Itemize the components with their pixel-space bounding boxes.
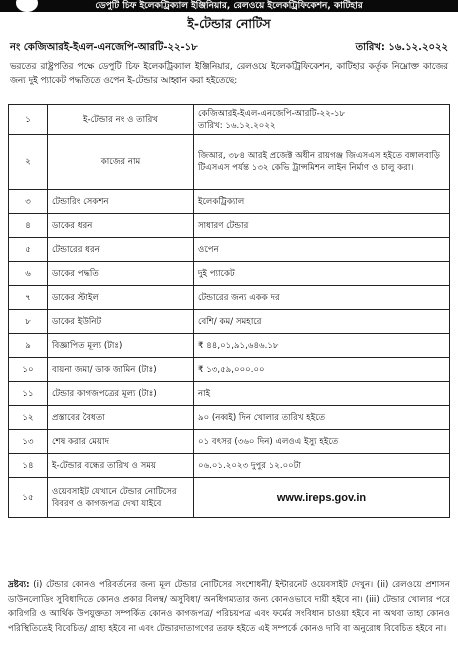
row-number: ১১ xyxy=(9,382,48,406)
row-number: ১৪ xyxy=(9,454,48,478)
table-row xyxy=(9,105,450,135)
note-label: দ্রষ্টব্য: xyxy=(8,580,30,590)
table-row xyxy=(9,406,450,430)
row-value: কেজিআরই-ইএল-এনজেপি-আরটি-২২-১৮ তারিখ: ১৬.১২.২০২২ xyxy=(194,105,450,135)
table-row xyxy=(9,214,450,238)
table-row xyxy=(9,430,450,454)
row-number: ১০ xyxy=(9,358,48,382)
row-label: টেন্ডার কাগজপত্রের মূল্য (টাঃ) xyxy=(48,382,194,406)
row-label: টেন্ডারের ধরন xyxy=(48,238,194,262)
row-label: ই-টেন্ডার নং ও তারিখ xyxy=(48,105,194,135)
row-number: ৫ xyxy=(9,238,48,262)
row-number: ৩ xyxy=(9,190,48,214)
row-number: ২ xyxy=(9,135,48,190)
row-label: প্রস্তাবের বৈধতা xyxy=(48,406,194,430)
row-number: ৬ xyxy=(9,262,48,286)
row-value: সাধারণ টেন্ডার xyxy=(194,214,450,238)
row-label: ডাকের ধরন xyxy=(48,214,194,238)
table-row xyxy=(9,135,450,190)
row-value: ₹ ১৩,৫৯,০০০.০০ xyxy=(194,358,450,382)
railway-logo-icon xyxy=(14,0,40,12)
row-label: শেষ করার মেয়াদ xyxy=(48,430,194,454)
table-row xyxy=(9,190,450,214)
row-label: কাজের নাম xyxy=(48,135,194,190)
note-text: (i) টেন্ডার কোনও পরিবর্তনের জন্য মূল টেন্ডার নোটিসের সংশোধনী/ ইন্টারনেট ওয়েবসাইট দেখুন। (ii) রেলওয়ে প্রশাসন ডাউনলোডিং সুবিধাদিতে কোনও প্রকার বিলম্ব/ অসুবিধা/ অনধিগম্যতার জন্য কোনওভাবে দায়ী হইবে না। (iii) টেন্ডার খোলার পরে কারিগরি ও আর্থিক উপযুক্ততা সম্পর্কিত কোনও কাগজপত্র/ পরিচয়পত্র এবং ফর্মের সংবিধান চাওয়া হইবে না অথবা তাহা কোনও পরিস্থিতিতেই বিবেচিত/ গ্রাহ্য হইবে না এবং টেন্ডারদাতাগণের তরফ হইতে এই সম্পর্কে কোনও দাবি বা অনুরোধ বিবেচিত হইবে না। xyxy=(8,580,450,634)
row-value: জিআর, ৩৮৪ আরই প্রজেক্ট অধীন রায়গঞ্জ জিএসএস হইতে বঙ্গালবাড়ি টিএসএস পর্যন্ত ১৩২ কেভি ট্রান্সমিশন লাইন নির্মাণ ও চালু করা। xyxy=(194,135,450,190)
row-number: ৮ xyxy=(9,310,48,334)
row-value: নাই xyxy=(194,382,450,406)
row-value: ইলেকট্রিক্যাল xyxy=(194,190,450,214)
row-number: ১২ xyxy=(9,406,48,430)
intro-paragraph: ভরতের রাষ্ট্রপতির পক্ষে ডেপুটি চিফ ইলেকট্রিক্যাল ইঞ্জিনিয়ার, রেলওয়ে ইলেকট্রিফিকেশন, কাটিহার কর্তৃক নিম্নোক্ত কাজের জন্য দুই প্যাকেট পদ্ধতিতে ওপেন ই-টেন্ডার আহ্বান করা হইতেছে: xyxy=(10,62,448,86)
row-label: বায়না জমা/ ডাক জামিন (টাঃ) xyxy=(48,358,194,382)
row-label: ই-টেন্ডার বন্ধের তারিখ ও সময় xyxy=(48,454,194,478)
table-row xyxy=(9,238,450,262)
row-value: ৯০ (নব্বই) দিন খোলার তারিখ হইতে xyxy=(194,406,450,430)
row-label: ডাকের পদ্ধতি xyxy=(48,262,194,286)
row-value: ₹ ৪৪,০১,৯১,৬৪৬.১৮ xyxy=(194,334,450,358)
row-number: ৭ xyxy=(9,286,48,310)
row-label: ওয়েবসাইট যেখানে টেন্ডার নোটিসের বিবরণ ও কাগজপত্র দেখা যাইবে xyxy=(48,478,194,518)
row-value: ওপেন xyxy=(194,238,450,262)
reference-number: নং কেজিআরই-ইএল-এনজেপি-আরটি-২২-১৮ xyxy=(10,42,198,53)
row-number: ১৩ xyxy=(9,430,48,454)
header-band-text: ডেপুটি চিফ ইলেকট্রিক্যাল ইঞ্জিনিয়ার, রেলওয়ে ইলেকট্রিফিকেশন, কাটিহার xyxy=(95,1,363,11)
notice-title: ই-টেন্ডার নোটিস xyxy=(187,16,271,31)
table-row xyxy=(9,382,450,406)
table-row xyxy=(9,262,450,286)
row-label: ডাকের স্টাইল xyxy=(48,286,194,310)
row-number: ১৫ xyxy=(9,478,48,518)
table-row xyxy=(9,334,450,358)
row-label: ডাকের ইউনিট xyxy=(48,310,194,334)
row-value: দুই প্যাকেট xyxy=(194,262,450,286)
row-value: ০৬.০১.২০২৩ দুপুর ১২.০০টা xyxy=(194,454,450,478)
tender-details-table xyxy=(8,104,450,518)
table-row xyxy=(9,286,450,310)
row-value: ০১ বৎসর (৩৬০ দিন) এলওএ ইস্যু হইতে xyxy=(194,430,450,454)
table-row xyxy=(9,310,450,334)
row-value: বেশি/ কম/ সমহারে xyxy=(194,310,450,334)
table-row xyxy=(9,478,450,518)
row-number: ১ xyxy=(9,105,48,135)
row-label: টেন্ডারিং সেকশন xyxy=(48,190,194,214)
row-label: বিজ্ঞাপিত মূল্য (টাঃ) xyxy=(48,334,194,358)
row-number: ৪ xyxy=(9,214,48,238)
note-paragraph xyxy=(8,578,450,655)
header-band xyxy=(0,0,458,12)
row-number: ৯ xyxy=(9,334,48,358)
row-value: টেন্ডারের জন্য একক দর xyxy=(194,286,450,310)
website-link[interactable]: www.ireps.gov.in xyxy=(194,478,450,518)
table-row xyxy=(9,358,450,382)
notice-date: তারিখ: ১৬.১২.২০২২ xyxy=(355,42,448,53)
table-row xyxy=(9,454,450,478)
reference-line xyxy=(10,40,448,57)
